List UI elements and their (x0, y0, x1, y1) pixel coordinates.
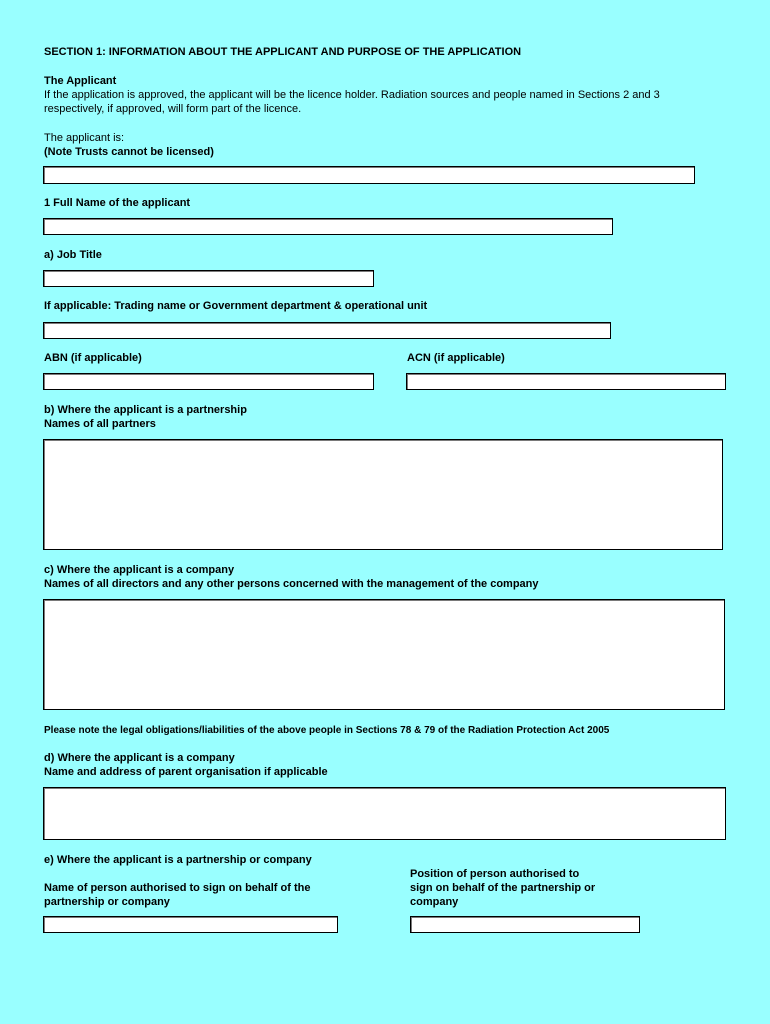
abn-input[interactable] (43, 373, 374, 390)
section-title: SECTION 1: INFORMATION ABOUT THE APPLICANT AND PURPOSE OF THE APPLICATION (44, 46, 522, 58)
applicant-is-input[interactable] (43, 166, 695, 184)
full-name-label: 1 Full Name of the applicant (44, 197, 191, 209)
trust-note: (Note Trusts cannot be licensed) (44, 146, 214, 158)
legal-note: Please note the legal obligations/liabilities of the above people in Sections 78 & 79 of the Radiation Protection Act 2005 (44, 725, 610, 736)
trading-name-input[interactable] (43, 322, 611, 339)
applicant-intro-line-1: If the application is approved, the applicant will be the licence holder. Radiation sources and people named in Sections 2 and 3 (44, 89, 660, 101)
acn-label: ACN (if applicable) (407, 352, 505, 364)
authorised-name-input[interactable] (43, 916, 338, 933)
authorised-heading: e) Where the applicant is a partnership or company (44, 854, 312, 866)
company-directors-label-line-2: Names of all directors and any other persons concerned with the management of the company (44, 578, 539, 590)
authorised-position-input[interactable] (410, 916, 640, 933)
trading-name-label: If applicable: Trading name or Government department & operational unit (44, 300, 428, 312)
job-title-label: a) Job Title (44, 249, 102, 261)
partners-names-textarea[interactable] (43, 439, 723, 550)
company-directors-label-line-1: c) Where the applicant is a company (44, 564, 235, 576)
partnership-label-line-1: b) Where the applicant is a partnership (44, 404, 247, 416)
applicant-heading: The Applicant (44, 75, 117, 87)
authorised-name-label-line-2: partnership or company (44, 896, 170, 908)
applicant-intro-line-2: respectively, if approved, will form part of the licence. (44, 103, 302, 115)
acn-input[interactable] (406, 373, 726, 390)
position-label-line-1: Position of person authorised to (410, 868, 580, 880)
abn-label: ABN (if applicable) (44, 352, 142, 364)
parent-org-textarea[interactable] (43, 787, 726, 840)
parent-org-label-line-2: Name and address of parent organisation if applicable (44, 766, 328, 778)
parent-org-label-line-1: d) Where the applicant is a company (44, 752, 235, 764)
full-name-input[interactable] (43, 218, 613, 235)
authorised-name-label-line-1: Name of person authorised to sign on behalf of the (44, 882, 311, 894)
partnership-label-line-2: Names of all partners (44, 418, 156, 430)
job-title-input[interactable] (43, 270, 374, 287)
position-label-line-2: sign on behalf of the partnership or (410, 882, 596, 894)
company-directors-textarea[interactable] (43, 599, 725, 710)
applicant-is-label: The applicant is: (44, 132, 125, 144)
position-label-line-3: company (410, 896, 459, 908)
